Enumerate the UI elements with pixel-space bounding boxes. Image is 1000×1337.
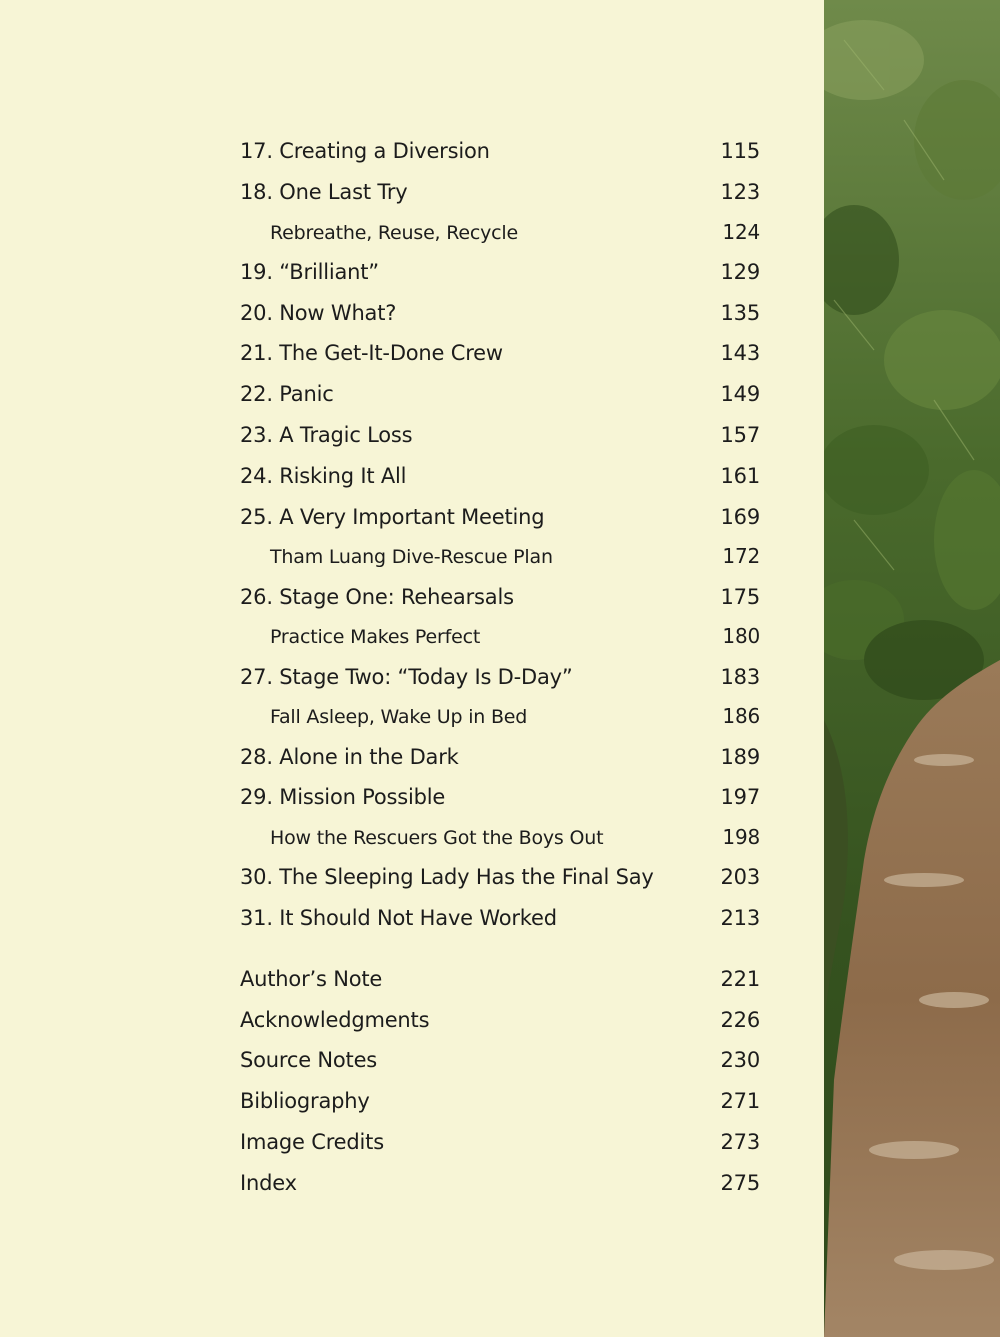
- chapter-list: [240, 131, 760, 939]
- page-number: 123: [720, 179, 760, 204]
- back-matter-entry-source-notes: [240, 1040, 760, 1081]
- chapter-entry-26-stage-one-rehearsals: [240, 577, 760, 618]
- page-number: 275: [720, 1170, 760, 1195]
- entry-title: 31. It Should Not Have Worked: [240, 906, 557, 931]
- chapter-entry-rebreathe-reuse-recycle: [240, 213, 760, 252]
- page-number: 273: [720, 1130, 760, 1155]
- entry-title: 30. The Sleeping Lady Has the Final Say: [240, 865, 654, 890]
- page-number: 157: [720, 422, 760, 447]
- entry-title: Source Notes: [240, 1048, 378, 1073]
- chapter-entry-29-mission-possible: [240, 777, 760, 818]
- entry-title: 26. Stage One: Rehearsals: [240, 584, 514, 609]
- page-number: 175: [720, 584, 760, 609]
- entry-title: Image Credits: [240, 1130, 384, 1155]
- entry-title: Author’s Note: [240, 966, 383, 991]
- chapter-entry-28-alone-in-the-dark: [240, 737, 760, 778]
- back-matter-entry-index: [240, 1163, 760, 1204]
- subsection-title: How the Rescuers Got the Boys Out: [270, 827, 604, 850]
- chapter-entry-30-the-sleeping-lady-has-the-final-say: [240, 857, 760, 898]
- page-number: 183: [720, 664, 760, 689]
- page-number: 198: [722, 825, 760, 850]
- subsection-title: Rebreathe, Reuse, Recycle: [270, 221, 518, 244]
- page-number: 172: [722, 544, 760, 569]
- page-number: 115: [720, 139, 760, 163]
- back-matter-entry-acknowledgments: [240, 1000, 760, 1041]
- entry-title: 27. Stage Two: “Today Is D-Day”: [240, 664, 573, 689]
- subsection-title: Fall Asleep, Wake Up in Bed: [270, 706, 528, 729]
- chapter-entry-17-creating-a-diversion: [240, 131, 760, 172]
- entry-title: 24. Risking It All: [240, 463, 407, 488]
- page-number: 189: [720, 744, 760, 769]
- chapter-entry-18-one-last-try: [240, 172, 760, 213]
- entry-title: Bibliography: [240, 1089, 370, 1114]
- page-number: 161: [720, 463, 760, 488]
- entry-title: 21. The Get-It-Done Crew: [240, 341, 503, 366]
- entry-title: 22. Panic: [240, 382, 334, 407]
- back-matter-entry-bibliography: [240, 1081, 760, 1122]
- entry-title: 23. A Tragic Loss: [240, 422, 413, 447]
- entry-title: 28. Alone in the Dark: [240, 744, 459, 769]
- page-number: 213: [720, 906, 760, 931]
- page-number: 169: [720, 504, 760, 529]
- entry-title: 25. A Very Important Meeting: [240, 504, 545, 529]
- entry-title: 17. Creating a Diversion: [240, 139, 490, 163]
- page-number: 124: [722, 219, 760, 244]
- page-number: 143: [720, 341, 760, 366]
- entry-title: Acknowledgments: [240, 1007, 430, 1032]
- chapter-entry-21-the-get-it-done-crew: [240, 333, 760, 374]
- table-of-contents: [240, 131, 760, 1204]
- page-number: 221: [720, 966, 760, 991]
- entry-title: Index: [240, 1170, 297, 1195]
- page-number: 180: [722, 624, 760, 649]
- entry-title: 29. Mission Possible: [240, 785, 446, 810]
- page-number: 186: [722, 704, 760, 729]
- page-number: 226: [720, 1007, 760, 1032]
- chapter-entry-27-stage-two-today-is-d-day: [240, 657, 760, 698]
- jungle-river-photo: [824, 0, 1000, 1337]
- chapter-entry-23-a-tragic-loss: [240, 415, 760, 456]
- chapter-entry-25-a-very-important-meeting: [240, 497, 760, 538]
- page-number: 271: [720, 1089, 760, 1114]
- page-number: 197: [720, 785, 760, 810]
- chapter-entry-31-it-should-not-have-worked: [240, 898, 760, 939]
- page-number: 230: [720, 1048, 760, 1073]
- entry-title: 18. One Last Try: [240, 179, 408, 204]
- back-matter-list: [240, 959, 760, 1204]
- subsection-title: Tham Luang Dive-Rescue Plan: [270, 546, 553, 569]
- entry-title: 20. Now What?: [240, 300, 397, 325]
- page-number: 149: [720, 382, 760, 407]
- chapter-entry-how-the-rescuers-got-the-boys-out: [240, 818, 760, 857]
- page-number: 203: [720, 865, 760, 890]
- section-gap: [240, 939, 760, 959]
- chapter-entry-tham-luang-dive-rescue-plan: [240, 537, 760, 576]
- subsection-title: Practice Makes Perfect: [270, 626, 481, 649]
- back-matter-entry-image-credits: [240, 1122, 760, 1163]
- entry-title: 19. “Brilliant”: [240, 259, 379, 284]
- chapter-entry-22-panic: [240, 374, 760, 415]
- chapter-entry-practice-makes-perfect: [240, 617, 760, 656]
- chapter-entry-fall-asleep-wake-up-in-bed: [240, 697, 760, 736]
- chapter-entry-19-brilliant: [240, 252, 760, 293]
- page-number: 135: [720, 300, 760, 325]
- page-number: 129: [720, 259, 760, 284]
- chapter-entry-24-risking-it-all: [240, 456, 760, 497]
- chapter-entry-20-now-what: [240, 293, 760, 334]
- back-matter-entry-author-s-note: [240, 959, 760, 1000]
